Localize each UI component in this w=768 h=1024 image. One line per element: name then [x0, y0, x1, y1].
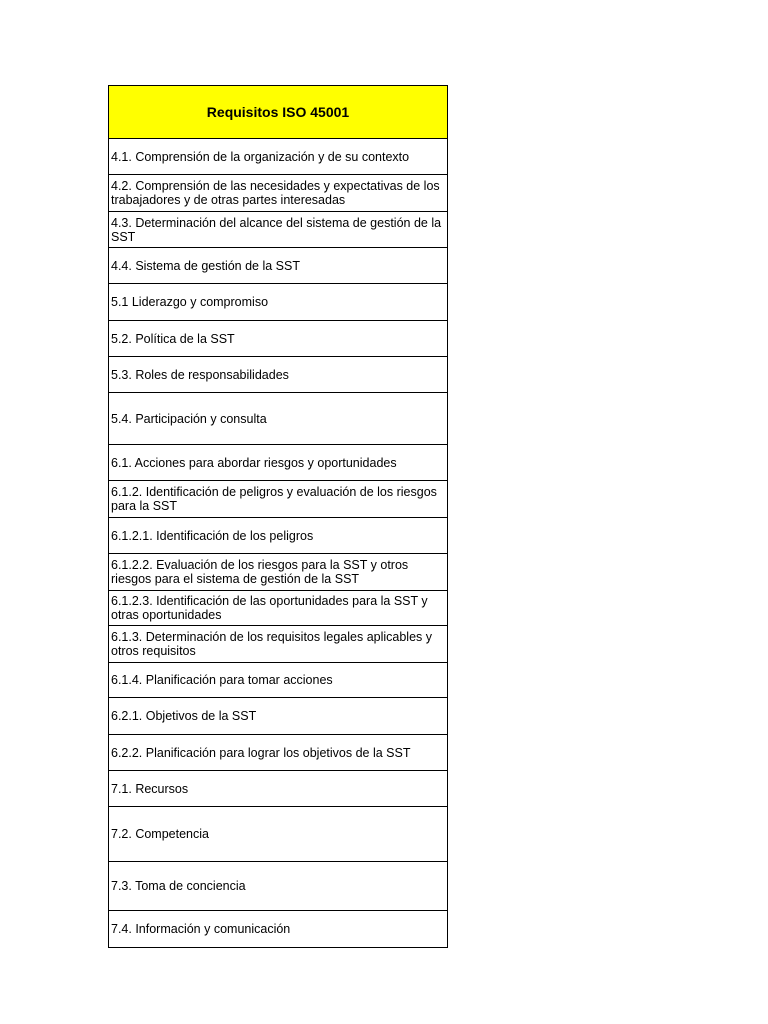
table-row: 6.1.2.3. Identificación de las oportunidades para la SST y otras oportunidades: [109, 591, 447, 626]
table-row: 4.3. Determinación del alcance del sistema de gestión de la SST: [109, 212, 447, 248]
requirements-table: [108, 85, 448, 948]
table-row: 6.1.2.1. Identificación de los peligros: [109, 518, 447, 554]
table-row: 5.1 Liderazgo y compromiso: [109, 284, 447, 321]
table-row: 6.1.2. Identificación de peligros y evaluación de los riesgos para la SST: [109, 481, 447, 518]
table-row: 7.2. Competencia: [109, 807, 447, 862]
table-row: 7.1. Recursos: [109, 771, 447, 807]
table-row: 4.4. Sistema de gestión de la SST: [109, 248, 447, 284]
table-row: 5.4. Participación y consulta: [109, 393, 447, 445]
table-header: Requisitos ISO 45001: [109, 86, 447, 139]
table-row: 6.1.3. Determinación de los requisitos legales aplicables y otros requisitos: [109, 626, 447, 663]
table-row: 6.2.2. Planificación para lograr los objetivos de la SST: [109, 735, 447, 771]
table-row: 6.2.1. Objetivos de la SST: [109, 698, 447, 735]
table-body: [109, 139, 447, 947]
table-row: 4.2. Comprensión de las necesidades y expectativas de los trabajadores y de otras partes interesadas: [109, 175, 447, 212]
table-row: 5.2. Política de la SST: [109, 321, 447, 357]
table-row: 6.1. Acciones para abordar riesgos y oportunidades: [109, 445, 447, 481]
table-row: 6.1.2.2. Evaluación de los riesgos para la SST y otros riesgos para el sistema de gestión de la SST: [109, 554, 447, 591]
table-row: 7.4. Información y comunicación: [111, 922, 291, 936]
table-row: 7.3. Toma de conciencia: [109, 862, 447, 911]
table-row: 6.1.4. Planificación para tomar acciones: [109, 663, 447, 698]
table-row: 5.3. Roles de responsabilidades: [109, 357, 447, 393]
table-row: 4.1. Comprensión de la organización y de su contexto: [109, 139, 447, 175]
